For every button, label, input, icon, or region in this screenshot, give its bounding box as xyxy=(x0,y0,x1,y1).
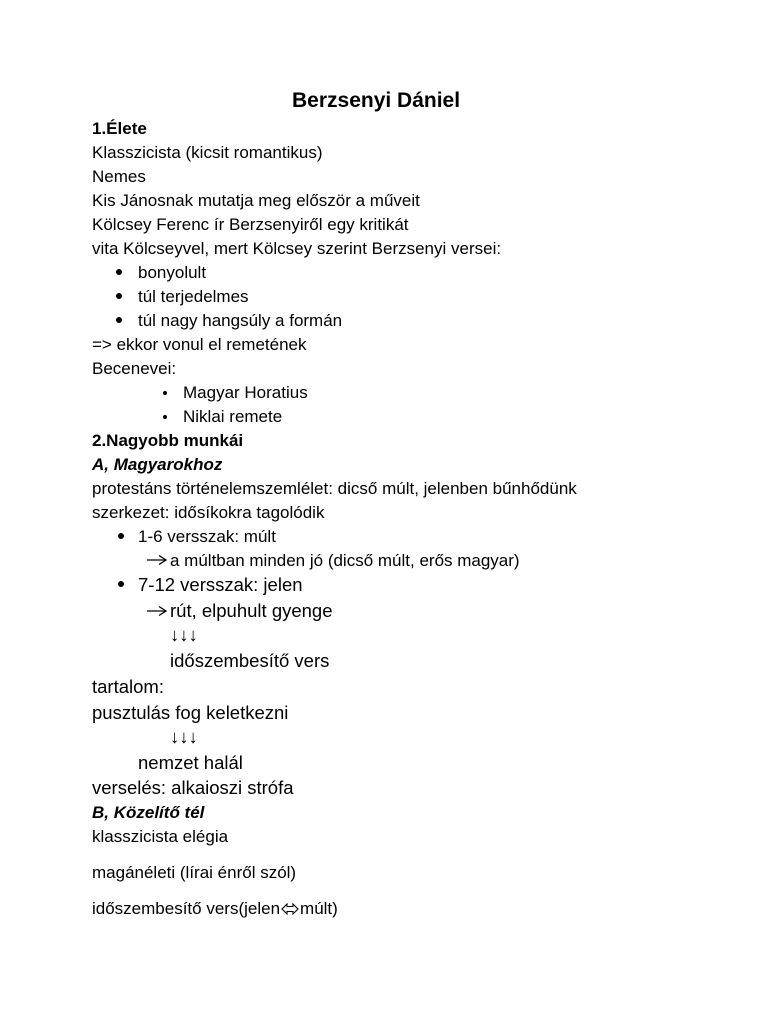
text-line xyxy=(92,898,338,920)
result-line: nemzet halál xyxy=(138,752,243,773)
text-line: Nemes xyxy=(92,167,146,186)
subsection-heading-b: B, Közelítő tél xyxy=(92,803,205,822)
section-heading-life: 1.Élete xyxy=(92,119,147,138)
list-item: 1-6 versszak: múlt xyxy=(138,527,276,546)
list-item: Magyar Horatius xyxy=(183,383,308,402)
right-arrow-icon xyxy=(146,604,168,618)
bullet-icon xyxy=(116,317,122,323)
result-line: időszembesítő vers xyxy=(170,650,330,671)
bullet-icon xyxy=(116,269,122,275)
text-line: Kis Jánosnak mutatja meg először a műveit xyxy=(92,191,420,210)
text-line: Kölcsey Ferenc ír Berzsenyiről egy kritikát xyxy=(92,215,409,234)
content-line: pusztulás fog keletkezni xyxy=(92,702,289,723)
section-heading-works: 2.Nagyobb munkái xyxy=(92,431,244,450)
sub-item: a múltban minden jó (dicső múlt, erős magyar) xyxy=(170,551,520,570)
right-arrow-icon xyxy=(146,553,168,567)
text-line: protestáns történelemszemlélet: dicső múlt, jelenben bűnhődünk xyxy=(92,479,577,498)
list-item: Niklai remete xyxy=(183,407,283,426)
text-line: Klasszicista (kicsit romantikus) xyxy=(92,143,323,162)
bullet-icon xyxy=(116,293,122,299)
down-arrows-icon: ↓↓↓ xyxy=(170,624,198,645)
list-item: bonyolult xyxy=(138,263,207,282)
text-line: klasszicista elégia xyxy=(92,827,229,846)
meter-line: verselés: alkaioszi strófa xyxy=(92,777,294,798)
text-fragment: múlt) xyxy=(300,899,338,918)
nicknames-label: Becenevei: xyxy=(92,359,177,378)
text-line: magánéleti (lírai énről szól) xyxy=(92,863,297,882)
text-line: vita Kölcseyvel, mert Kölcsey szerint Berzsenyi versei: xyxy=(92,239,502,258)
text-line: szerkezet: idősíkokra tagolódik xyxy=(92,503,325,522)
text-fragment: időszembesítő vers(jelen xyxy=(92,899,281,918)
left-right-arrow-icon xyxy=(281,903,299,915)
text-line: => ekkor vonul el remetének xyxy=(92,335,307,354)
bullet-icon xyxy=(163,391,167,395)
list-item: túl terjedelmes xyxy=(138,287,249,306)
sub-item: rút, elpuhult gyenge xyxy=(170,600,333,621)
document-title: Berzsenyi Dániel xyxy=(292,89,461,112)
down-arrows-icon: ↓↓↓ xyxy=(170,726,198,747)
subsection-heading-a: A, Magyarokhoz xyxy=(92,455,223,474)
list-item: túl nagy hangsúly a formán xyxy=(138,311,343,330)
bullet-icon xyxy=(118,533,124,539)
list-item: 7-12 versszak: jelen xyxy=(138,574,303,595)
content-label: tartalom: xyxy=(92,676,164,697)
bullet-icon xyxy=(118,581,124,587)
bullet-icon xyxy=(163,415,167,419)
